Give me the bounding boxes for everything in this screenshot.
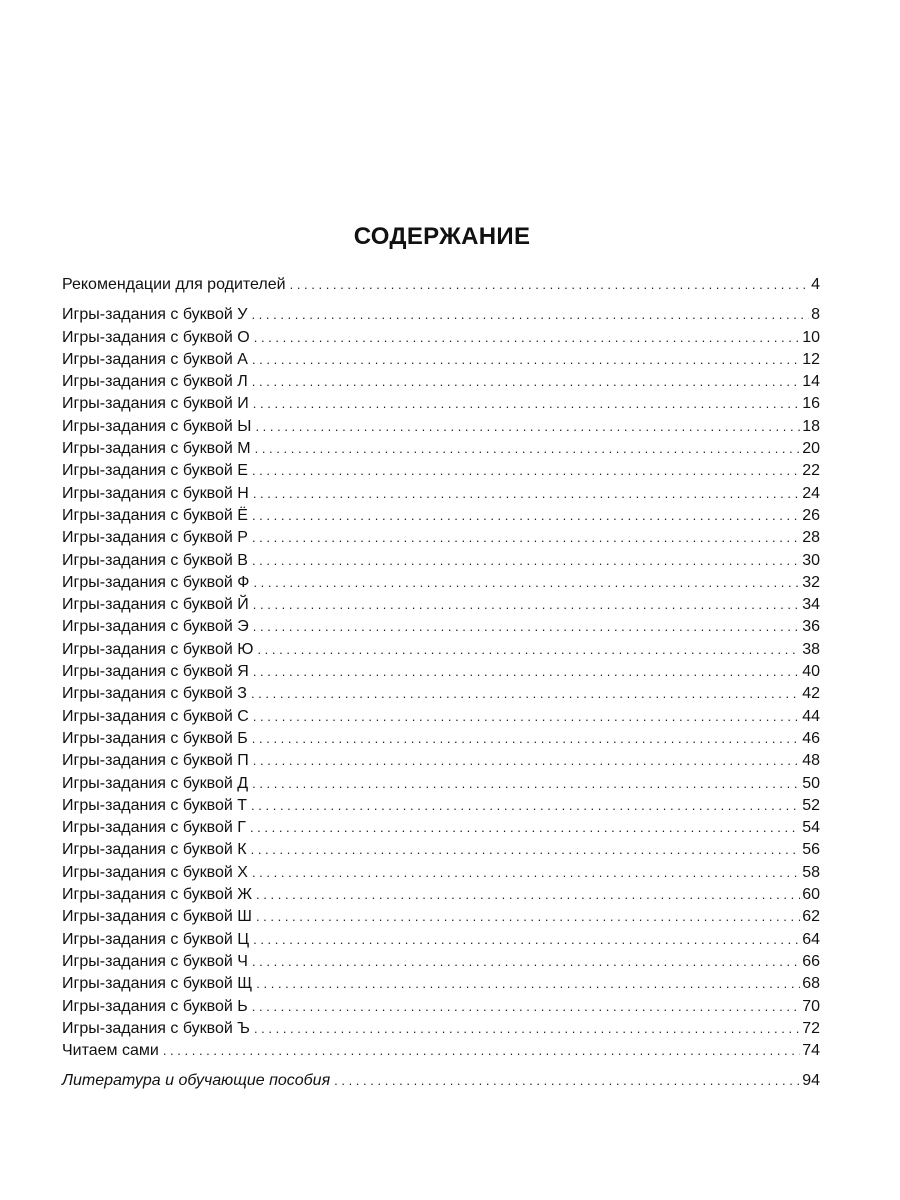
toc-entry-label: Игры-задания с буквой Х <box>62 863 248 881</box>
dot-leader <box>253 393 800 415</box>
toc-entry <box>62 393 820 415</box>
dot-leader <box>250 817 800 839</box>
toc-entry-page: 72 <box>802 1019 820 1037</box>
dot-leader <box>252 349 800 371</box>
toc-entry-page: 4 <box>811 276 820 293</box>
dot-leader <box>251 839 801 861</box>
toc-entry <box>62 527 820 549</box>
dot-leader <box>253 483 800 505</box>
dot-leader <box>252 371 800 393</box>
dot-leader <box>253 750 800 772</box>
toc-entry <box>62 929 820 951</box>
toc-entry <box>62 304 820 326</box>
toc-entry <box>62 817 820 839</box>
dot-leader <box>253 572 800 594</box>
toc-entry-page: 46 <box>802 729 820 747</box>
toc-entry <box>62 1040 820 1062</box>
toc-entry-label: Игры-задания с буквой Л <box>62 373 248 391</box>
dot-leader <box>334 1070 800 1092</box>
toc-entry-label: Игры-задания с буквой Ы <box>62 417 252 435</box>
dot-leader <box>251 683 800 705</box>
toc-entry <box>62 616 820 638</box>
toc-entry-label: Игры-задания с буквой Ф <box>62 573 250 591</box>
toc-entry-label: Игры-задания с буквой Г <box>62 819 246 837</box>
toc-entry-page: 56 <box>802 841 820 859</box>
toc-entry-page: 62 <box>802 908 820 926</box>
toc-entry-page: 64 <box>802 930 820 948</box>
toc-entry <box>62 274 820 296</box>
toc-entry-label: Игры-задания с буквой Й <box>62 596 249 614</box>
toc-entry <box>62 906 820 928</box>
toc-entry-page: 54 <box>802 819 820 837</box>
toc-entry-label: Игры-задания с буквой У <box>62 306 248 324</box>
toc-entry-label: Игры-задания с буквой Ю <box>62 640 254 658</box>
dot-leader <box>253 706 800 728</box>
toc-entry-page: 22 <box>802 462 820 480</box>
toc-entry-page: 40 <box>802 663 820 681</box>
dot-leader <box>252 862 800 884</box>
toc-entry <box>62 728 820 750</box>
toc-entry-label: Игры-задания с буквой П <box>62 752 249 770</box>
dot-leader <box>252 460 800 482</box>
toc-entry <box>62 1070 820 1092</box>
toc-entry-page: 74 <box>802 1042 820 1060</box>
toc-entry <box>62 862 820 884</box>
toc-entry-label: Игры-задания с буквой Ш <box>62 908 252 926</box>
toc-entry-label: Игры-задания с буквой Ц <box>62 930 250 948</box>
toc-entry-label: Игры-задания с буквой З <box>62 685 247 703</box>
dot-leader <box>252 996 800 1018</box>
toc-entry-label: Игры-задания с буквой Ё <box>62 506 248 524</box>
toc-entry-page: 14 <box>802 373 820 391</box>
toc-entry-page: 20 <box>802 440 820 458</box>
toc-entry-label: Игры-задания с буквой Ч <box>62 952 248 970</box>
toc-entry-label: Игры-задания с буквой Д <box>62 774 249 792</box>
toc-entry-label: Игры-задания с буквой Щ <box>62 975 253 993</box>
toc-entry-label: Игры-задания с буквой Б <box>62 729 248 747</box>
dot-leader <box>254 1018 800 1040</box>
dot-leader <box>256 906 800 928</box>
toc-entry-page: 94 <box>802 1072 820 1090</box>
toc-entry-page: 24 <box>802 484 820 502</box>
toc-entry-label: Игры-задания с буквой М <box>62 440 251 458</box>
toc-entry <box>62 438 820 460</box>
toc-entry <box>62 594 820 616</box>
toc-entry-page: 12 <box>802 350 820 368</box>
dot-leader <box>252 773 800 795</box>
toc-entry-page: 30 <box>802 551 820 569</box>
dot-leader <box>251 795 800 817</box>
toc-entry-page: 18 <box>802 417 820 435</box>
toc-entry-page: 34 <box>802 596 820 614</box>
toc-entry <box>62 550 820 572</box>
toc-entry <box>62 884 820 906</box>
toc-entry-label: Игры-задания с буквой А <box>62 350 248 368</box>
toc-entry <box>62 973 820 995</box>
dot-leader <box>253 616 800 638</box>
dot-leader <box>252 951 800 973</box>
toc-entry-page: 26 <box>802 506 820 524</box>
toc-entry-label: Игры-задания с буквой Э <box>62 618 249 636</box>
toc-entry-label: Игры-задания с буквой И <box>62 395 249 413</box>
dot-leader <box>163 1040 800 1062</box>
toc-entry-page: 60 <box>802 886 820 904</box>
toc-entry-label: Рекомендации для родителей <box>62 276 286 293</box>
toc-entry <box>62 750 820 772</box>
toc-entry-label: Литература и обучающие пособия <box>62 1072 331 1090</box>
dot-leader <box>256 884 800 906</box>
toc-entry <box>62 483 820 505</box>
toc-entry-page: 8 <box>811 306 820 324</box>
dot-leader <box>253 594 800 616</box>
toc-entry-page: 38 <box>802 640 820 658</box>
toc-entry-label: Игры-задания с буквой Н <box>62 484 249 502</box>
toc-entry <box>62 460 820 482</box>
toc-entry-label: Игры-задания с буквой С <box>62 707 249 725</box>
dot-leader <box>252 550 800 572</box>
toc-entry-page: 36 <box>802 618 820 636</box>
toc-entry <box>62 795 820 817</box>
dot-leader <box>255 416 800 438</box>
dot-leader <box>253 929 800 951</box>
page-title: СОДЕРЖАНИЕ <box>353 223 531 250</box>
toc-entry-page: 32 <box>802 573 820 591</box>
toc-entry-page: 52 <box>802 796 820 814</box>
toc-entry-page: 58 <box>802 863 820 881</box>
toc-entry-page: 42 <box>802 685 820 703</box>
toc-entry-page: 10 <box>802 328 820 346</box>
toc-entry <box>62 505 820 527</box>
toc-entry-label: Игры-задания с буквой Ь <box>62 997 248 1015</box>
dot-leader <box>254 327 800 349</box>
dot-leader <box>256 973 800 995</box>
toc-entry <box>62 327 820 349</box>
dot-leader <box>252 728 800 750</box>
toc-entry-label: Игры-задания с буквой Е <box>62 462 248 480</box>
toc-entry-page: 48 <box>802 752 820 770</box>
toc-entry-page: 70 <box>802 997 820 1015</box>
toc-entry-label: Игры-задания с буквой О <box>62 328 250 346</box>
toc-entry <box>62 1018 820 1040</box>
toc-entry <box>62 371 820 393</box>
dot-leader <box>290 274 810 296</box>
toc-entry-label: Игры-задания с буквой В <box>62 551 248 569</box>
toc-entry <box>62 683 820 705</box>
toc-entry <box>62 706 820 728</box>
toc-entry-page: 50 <box>802 774 820 792</box>
dot-leader <box>252 505 800 527</box>
toc-entry-label: Игры-задания с буквой К <box>62 841 247 859</box>
toc-entry-page: 68 <box>802 975 820 993</box>
toc-entry-label: Читаем сами <box>62 1042 159 1060</box>
toc-entry-page: 28 <box>802 529 820 547</box>
dot-leader <box>251 304 809 326</box>
dot-leader <box>253 661 800 683</box>
toc-entry <box>62 416 820 438</box>
toc-entry <box>62 639 820 661</box>
toc-entry-label: Игры-задания с буквой Р <box>62 529 248 547</box>
toc-entry <box>62 951 820 973</box>
dot-leader <box>252 527 800 549</box>
toc-entry <box>62 572 820 594</box>
toc-entry <box>62 661 820 683</box>
toc-entry-page: 16 <box>802 395 820 413</box>
toc-entry-label: Игры-задания с буквой Т <box>62 796 248 814</box>
toc-entry <box>62 996 820 1018</box>
toc-entry <box>62 349 820 371</box>
toc-entry <box>62 773 820 795</box>
toc-entry-page: 44 <box>802 707 820 725</box>
toc-entry-label: Игры-задания с буквой Ъ <box>62 1019 250 1037</box>
dot-leader <box>257 639 800 661</box>
dot-leader <box>255 438 801 460</box>
toc-entry-label: Игры-задания с буквой Я <box>62 663 249 681</box>
toc-entry <box>62 839 820 861</box>
toc-entry-page: 66 <box>802 952 820 970</box>
toc-entry-label: Игры-задания с буквой Ж <box>62 886 253 904</box>
table-of-contents <box>62 274 820 1093</box>
